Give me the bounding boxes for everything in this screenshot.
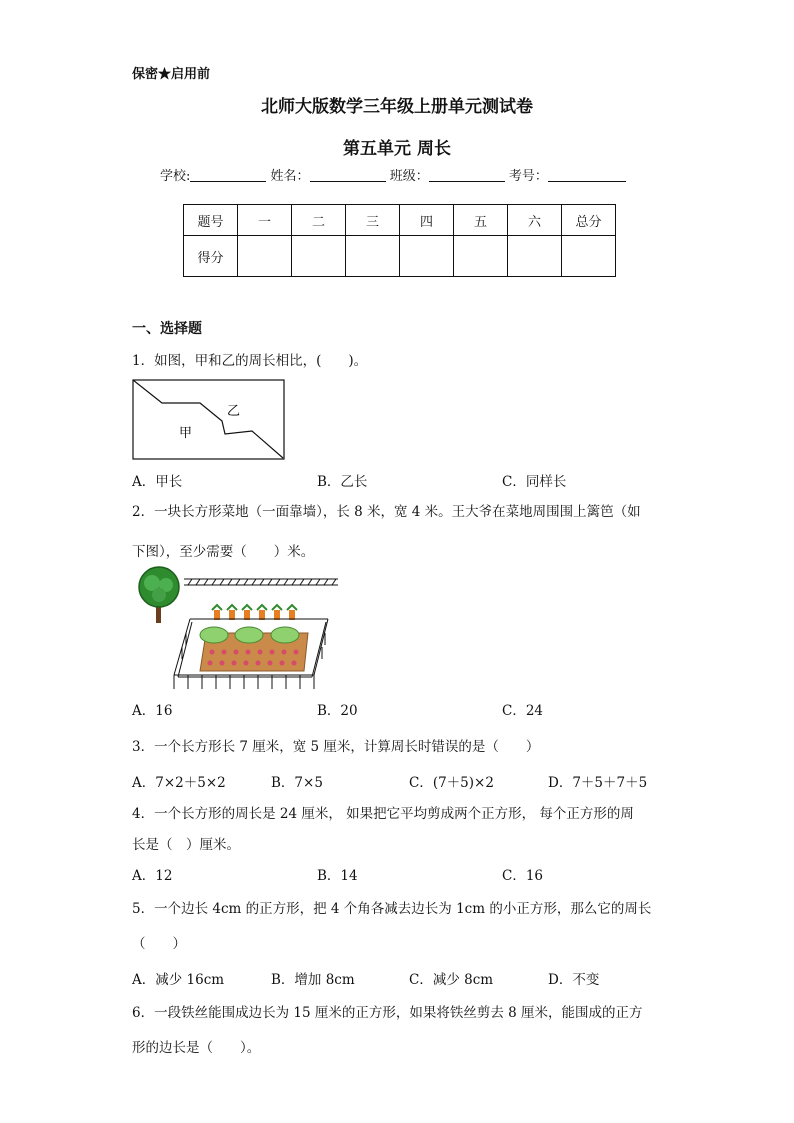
- question-6-line2: 形的边长是（ ）。: [132, 1040, 261, 1056]
- number-label: 考号：: [508, 169, 548, 184]
- q3-option-d[interactable]: D．7＋5＋7＋5: [548, 775, 648, 791]
- score-header-cell: 总分: [562, 205, 616, 236]
- score-header-cell: 三: [346, 205, 400, 236]
- q5-option-a[interactable]: A．减少 16cm: [132, 972, 225, 988]
- cabbage-icons: [200, 627, 299, 643]
- q5-option-c[interactable]: C．减少 8cm: [409, 972, 494, 988]
- score-header-cell: 五: [454, 205, 508, 236]
- score-value-row: [184, 236, 616, 277]
- score-header-row: [184, 205, 616, 236]
- question-5-line1: 5．一个边长 4cm 的正方形，把 4 个角各减去边长为 1cm 的小正方形，那么它的周长: [132, 901, 652, 917]
- name-blank[interactable]: [310, 168, 386, 182]
- number-blank[interactable]: [548, 168, 626, 182]
- question-6-line1: 6．一段铁丝能围成边长为 15 厘米的正方形，如果将铁丝剪去 8 厘米，能围成的正方: [132, 1005, 643, 1021]
- q5-option-b[interactable]: B．增加 8cm: [271, 972, 355, 988]
- q2-option-a[interactable]: A．16: [132, 703, 173, 719]
- section-heading: 一、选择题: [132, 321, 202, 337]
- score-cell[interactable]: [292, 236, 346, 277]
- unit-subtitle: 第五单元 周长: [343, 139, 451, 159]
- q4-option-a[interactable]: A．12: [132, 868, 173, 884]
- q1-option-c[interactable]: C．同样长: [502, 474, 567, 490]
- score-header-cell: 题号: [184, 205, 238, 236]
- question-1-text: 1．如图，甲和乙的周长相比，( )。: [132, 353, 368, 369]
- q1-label-yi: 乙: [227, 404, 241, 419]
- score-cell[interactable]: [346, 236, 400, 277]
- q1-rectangle: [133, 380, 284, 459]
- class-blank[interactable]: [429, 168, 505, 182]
- q2-option-c[interactable]: C．24: [502, 703, 544, 719]
- question-4-line2: 长是（ ）厘米。: [132, 837, 240, 853]
- score-header-cell: 二: [292, 205, 346, 236]
- q4-option-c[interactable]: C．16: [502, 868, 544, 884]
- q2-option-b[interactable]: B．20: [317, 703, 358, 719]
- q1-dividing-line: [133, 380, 283, 458]
- q4-option-b[interactable]: B．14: [317, 868, 358, 884]
- score-cell[interactable]: [508, 236, 562, 277]
- wall-hatching: [188, 579, 336, 585]
- confidential-label: 保密★启用前: [132, 67, 211, 82]
- score-table: [183, 204, 616, 277]
- score-header-cell: 一: [238, 205, 292, 236]
- question-3-text: 3．一个长方形长 7 厘米，宽 5 厘米，计算周长时错误的是（ ）: [132, 739, 540, 755]
- student-info-row: [160, 165, 626, 184]
- score-header-cell: 四: [400, 205, 454, 236]
- question-2-line2: 下图），至少需要（ ）米。: [132, 544, 315, 560]
- q2-fence-figure: [132, 565, 342, 690]
- question-5-line2: （ ）: [132, 936, 186, 952]
- question-4-line1: 4．一个长方形的周长是 24 厘米， 如果把它平均剪成两个正方形， 每个正方形的周: [132, 806, 634, 822]
- q3-option-c[interactable]: C．(7＋5)×2: [409, 775, 494, 791]
- score-row-label: 得分: [184, 236, 238, 277]
- school-blank[interactable]: [190, 168, 266, 182]
- score-cell[interactable]: [454, 236, 508, 277]
- q5-option-d[interactable]: D．不变: [548, 972, 600, 988]
- carrot-icons: [212, 605, 297, 620]
- name-label: 姓名：: [270, 169, 310, 184]
- score-header-cell: 六: [508, 205, 562, 236]
- exam-title: 北师大版数学三年级上册单元测试卷: [261, 97, 533, 117]
- class-label: 班级：: [389, 169, 429, 184]
- q1-figure: [132, 379, 286, 461]
- q1-label-jia: 甲: [179, 426, 193, 441]
- q1-option-a[interactable]: A．甲长: [132, 474, 183, 490]
- q3-option-a[interactable]: A．7×2＋5×2: [132, 775, 226, 791]
- score-cell[interactable]: [238, 236, 292, 277]
- question-2-line1: 2．一块长方形菜地（一面靠墙），长 8 米，宽 4 米。王大爷在菜地周围围上篱笆（如: [132, 504, 641, 520]
- q1-option-b[interactable]: B．乙长: [317, 474, 368, 490]
- school-label: 学校:: [160, 169, 191, 184]
- score-cell[interactable]: [400, 236, 454, 277]
- tree-icon: [139, 567, 179, 623]
- score-cell[interactable]: [562, 236, 616, 277]
- q3-option-b[interactable]: B．7×5: [271, 775, 323, 791]
